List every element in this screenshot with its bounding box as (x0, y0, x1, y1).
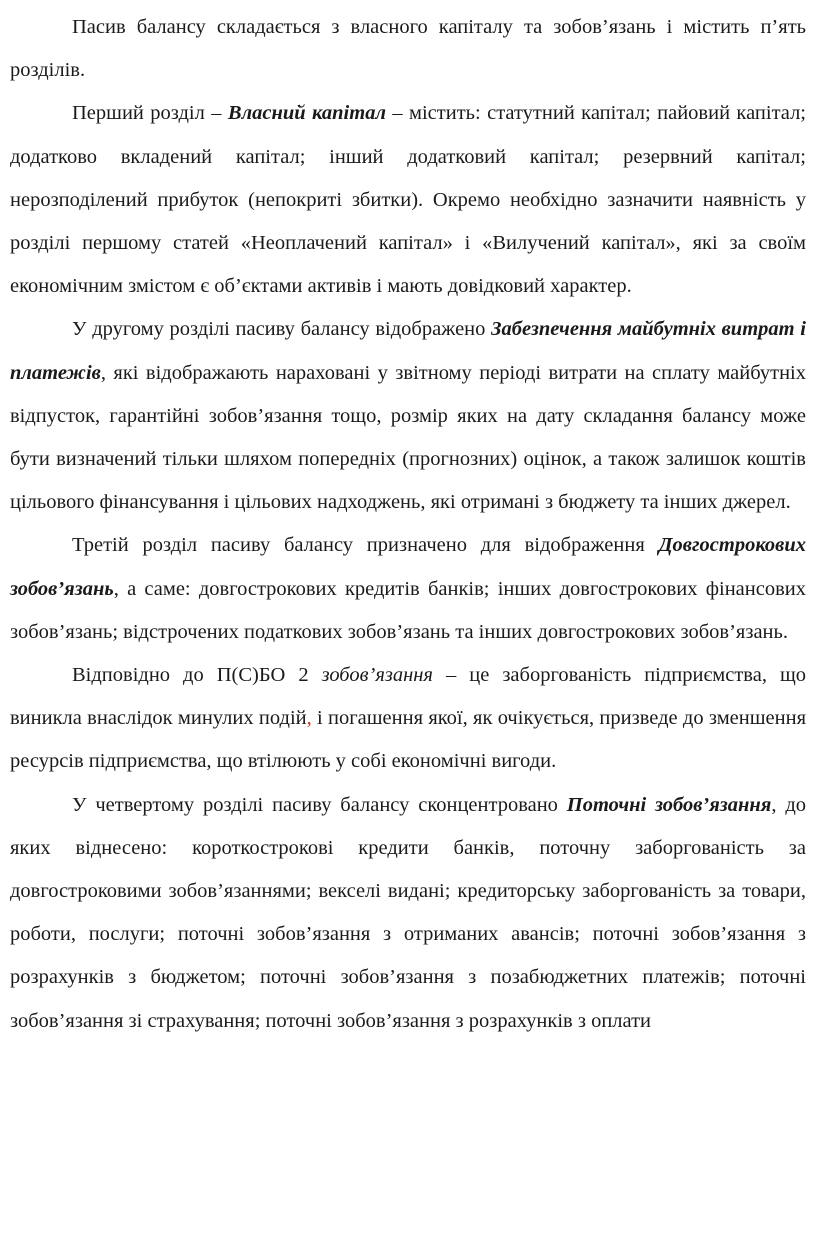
document-page (10, 6, 806, 1043)
term-equity: Власний капітал (227, 102, 386, 125)
paragraph-section-three (10, 524, 806, 654)
term-provisions: Забезпечення майбутніх витрат і платежів (10, 318, 806, 384)
paragraph-text: Перший розділ – (72, 102, 228, 125)
paragraph-section-four (10, 784, 806, 1043)
paragraph-section-two (10, 308, 806, 524)
paragraph-text: , а саме: довгострокових кредитів банків; інших довгострокових фінансових зобов’язань; відстрочених податкових зобов’язань та інших довгострокових зобов’язань. (10, 577, 806, 643)
paragraph-text: Третій розділ пасиву балансу призначено для відображення (72, 534, 659, 557)
paragraph-text: – це заборгованість підприємства, що виникла внаслідок минулих подій (10, 664, 806, 730)
paragraph-intro: Пасив балансу складається з власного капіталу та зобов’язань і містить п’ять розділів. (10, 16, 806, 82)
paragraph-text: У другому розділі пасиву балансу відображено (72, 318, 492, 341)
paragraph-section-one (10, 92, 806, 308)
paragraph-text: , до яких віднесено: короткострокові кредити банків, поточну заборгованість за довгостроковими зобов’язаннями; векселі видані; кредиторську заборгованість за товари, роботи, послуги; поточні зобов’язання з отриманих авансів; поточні зобов’язання з розрахунків з бюджетом; поточні зобов’язання з позабюджетних платежів; поточні зобов’язання зі страхування; поточні зобов’язання з розрахунків з оплати (10, 793, 807, 1032)
highlighted-comma: , (306, 707, 312, 730)
paragraph-text: і погашення якої, як очікується, призведе до зменшення ресурсів підприємства, що втілюють у собі економічні вигоди. (10, 707, 806, 773)
term-long-term-liabilities: Довгострокових зобов’язань (10, 534, 806, 600)
paragraph-text: Відповідно до П(С)БО 2 (72, 664, 322, 687)
paragraph-text: , які відображають нараховані у звітному періоді витрати на сплату майбутніх відпусток, гарантійні зобов’язання тощо, розмір яких на дату складання балансу може бути визначений тільки шляхом попередніх (прогнозних) оцінок, а також залишок коштів цільового фінансування і цільових надходжень, які отримані з бюджету та інших джерел. (10, 361, 806, 514)
term-liabilities: зобов’язання (321, 664, 433, 687)
paragraph-text: – містить: статутний капітал; пайовий капітал; додатково вкладений капітал; інший додатковий капітал; резервний капітал; нерозподілений прибуток (непокриті збитки). Окремо необхідно зазначити наявність у розділі першому статей «Неоплачений капітал» і «Вилучений капітал», які за своїм економічним змістом є об’єктами активів і мають довідковий характер. (10, 102, 806, 298)
term-current-liabilities: Поточні зобов’язання (566, 793, 772, 816)
paragraph-definition (10, 654, 806, 784)
paragraph-text: У четвертому розділі пасиву балансу сконцентровано (72, 793, 567, 816)
